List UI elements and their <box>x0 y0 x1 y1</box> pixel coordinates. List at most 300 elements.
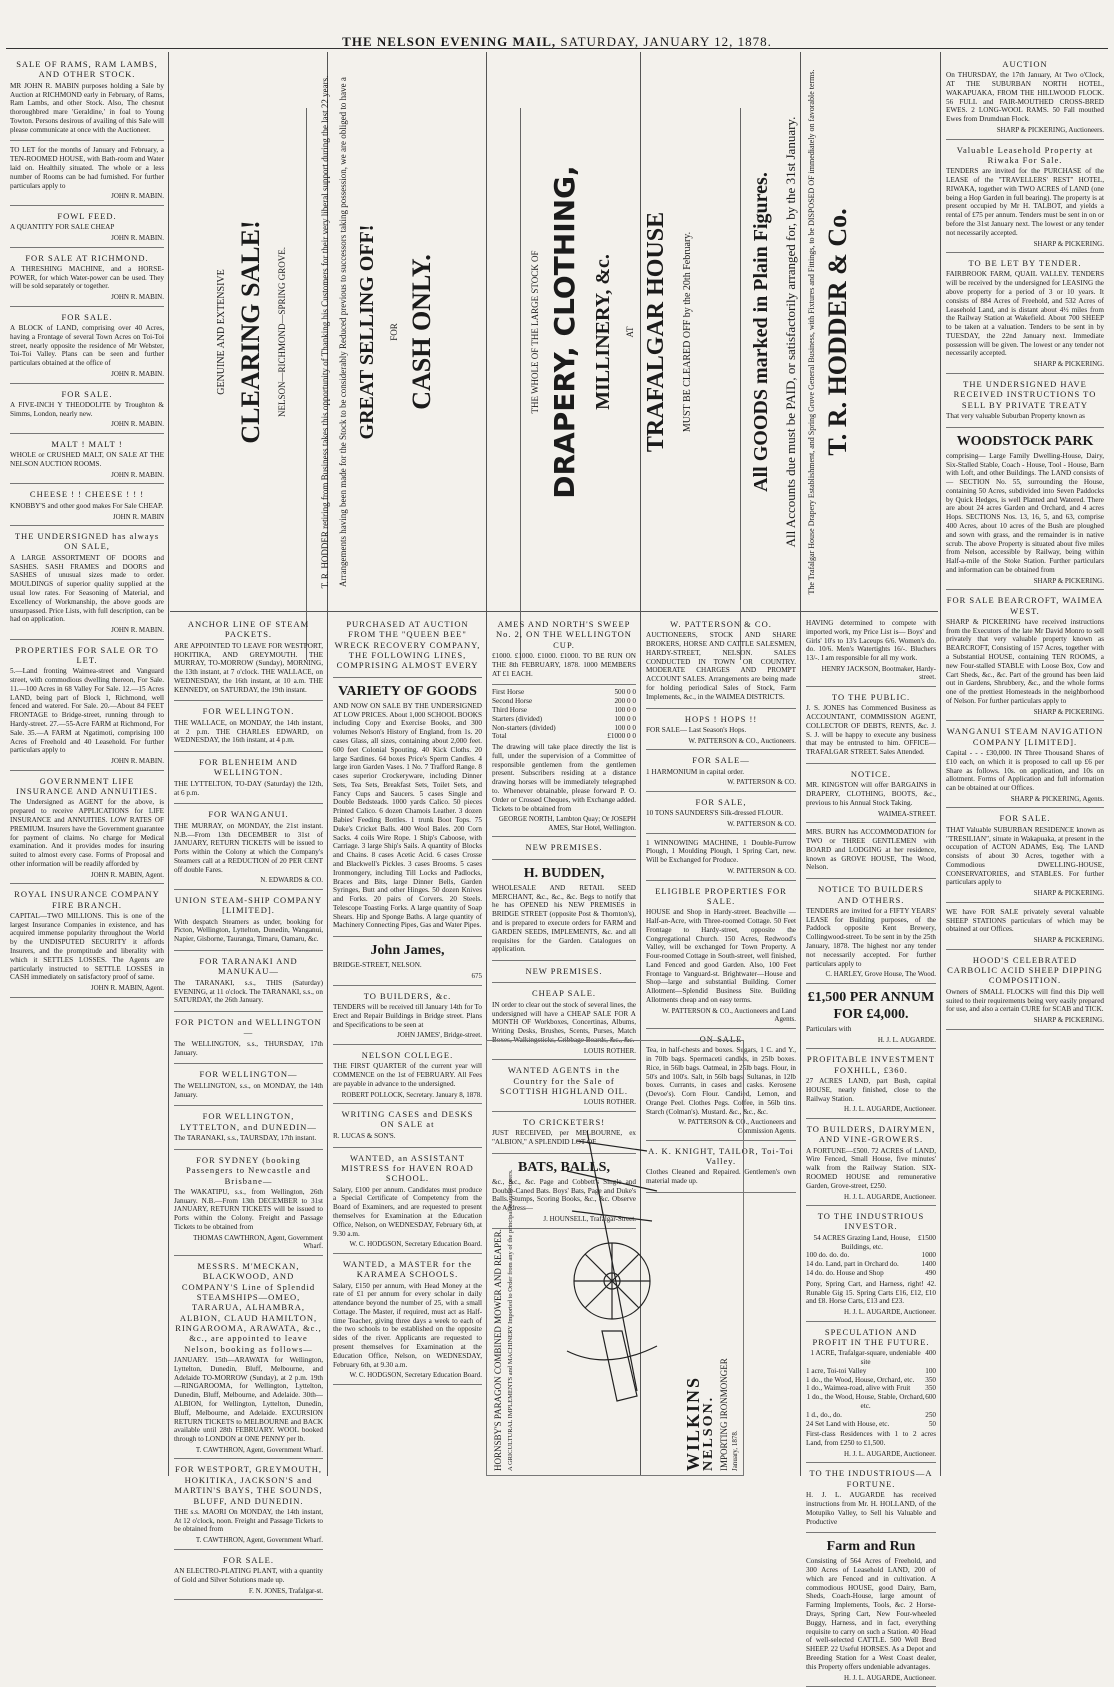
ad-body: FOR SALE— Last Season's Hops. <box>646 725 747 734</box>
vertical-ad-line: AT <box>624 326 635 338</box>
vertical-ad-divider <box>520 108 521 660</box>
ad-heading: WRITING CASES and DESKS ON SALE at <box>341 1109 474 1130</box>
ad-body: THE MURRAY, on MONDAY, the 21st instant. N.B.—From 13th DECEMBER to 31st of JANUARY, RETURN TICKETS will be issued to Ports within the Colony at which the Company's Steamers call at a REDUCTION of 20 PER CENT off double Fares. <box>174 821 323 874</box>
ad-body: First-class Residences with 1 to 2 acres Land, from £250 to £1,500. <box>806 1430 936 1448</box>
ad-body: On THURSDAY, the 17th January, At Two o'Clock, AT THE SUBURBAN NORTH HOTEL, WAKAPUAKA, FROM THE HILLWOOD FLOCK. 56 FULL and FAIR-MOUTHED CROSS-BRED EWES. 2 LONG-WOOL RAMS. 50 Fall mouthed Ewes from Drumduan Flock. <box>946 71 1104 124</box>
ad-heading: ON SALE <box>699 1033 743 1044</box>
ad-heading: W. PATTERSON & CO. <box>670 619 772 629</box>
advertisement <box>10 484 164 526</box>
price-row <box>492 724 636 733</box>
ad-body: MRS. BURN has ACCOMMODATION for TWO or THREE GENTLEMEN with BOARD and LODGING at her residence, known as GROVE HOUSE, The Wood, Nelson. <box>806 828 936 872</box>
advertisement <box>806 764 936 823</box>
ad-signature: HENRY JACKSON, Bootmaker, Hardy-street. <box>821 664 936 682</box>
ad-heading: HOPS ! HOPS !! <box>684 713 758 724</box>
ad-heading: THE UNDERSIGNED has always ON SALE, <box>14 531 160 552</box>
ad-body: Salary, £100 per annum. Candidates must produce a Special Certificate of Competency from the Board of Examiners, and are requested to present themselves for Examination at the Education Office, Nelson, on WEDNESDAY, February 6th, at 9.30 a.m. <box>333 1185 482 1238</box>
ad-heading: TO THE INDUSTRIOUS—A FORTUNE. <box>809 1468 933 1489</box>
ad-heading: ANCHOR LINE OF STEAM PACKETS. <box>187 619 310 640</box>
ad-signature: JOHN R. MABIN. <box>111 293 164 302</box>
ad-signature: W. PATTERSON & CO. <box>727 820 796 829</box>
advertisement <box>333 1148 482 1254</box>
advertisement <box>333 678 482 937</box>
price-value: 100 0 0 <box>614 714 636 723</box>
ad-body: HAVING determined to compete with imported work, my Price List is— Boys' and Girls' 10's to 13's Laceups 6/6. Women's do. do. 10/6. Men's Watertights 16/-. Bluchers 13/-. I am responsible for all my work. <box>806 619 936 663</box>
ad-signature: WAIMEA-STREET. <box>878 809 936 818</box>
advertisement <box>946 54 1104 140</box>
price-row <box>492 688 636 697</box>
price-row <box>806 1384 936 1393</box>
advertisement <box>174 804 323 890</box>
ad-body: The WAKATIPU, s.s., from Wellington, 26th January. N.B.—From 13th DECEMBER to 31st JANUARY, RETURN TICKETS will be issued to Ports within the Colony. Freight and Passage Tickets to be obtained from <box>174 1187 323 1231</box>
ad-body: That very valuable Suburban Property known as <box>946 411 1085 420</box>
advertisement <box>10 434 164 484</box>
vertical-ad-line: CLEARING SALE! <box>235 220 265 444</box>
vertical-ad-line: TRAFALGAR HOUSE <box>643 211 670 453</box>
advertisement <box>333 1104 482 1148</box>
ad-signature: J. HOUNSELL, Trafalgar-Street. <box>543 1215 636 1223</box>
vertical-ad-line: MILLINERY, &c. <box>591 254 614 410</box>
price-row <box>806 1269 936 1278</box>
advertisement <box>10 141 164 205</box>
advertisement <box>174 1150 323 1256</box>
ad-signature: SHARP & PICKERING. <box>1033 707 1104 716</box>
mower-reaper-illustration <box>547 1111 677 1411</box>
advertisement <box>174 1256 323 1460</box>
ad-heading: WANTED AGENTS in the Country for the Sale of SCOTTISH HIGHLAND OIL. <box>499 1065 628 1096</box>
column-1 <box>6 52 168 1476</box>
advertisement <box>492 614 636 685</box>
ad-signature: N. EDWARDS & CO. <box>260 876 323 885</box>
ad-signature: W. C. HODGSON, Secretary Education Board. <box>349 1240 482 1249</box>
price-item: 1 do., the Wood, House, Orchard, etc. <box>806 1375 915 1384</box>
ad-heading: AMES AND NORTH'S SWEEP No. 2, ON THE WELLINGTON CUP. <box>496 619 632 650</box>
advertisement <box>174 752 323 804</box>
price-item: First Horse <box>492 688 525 697</box>
ad-body: The WELLINGTON, s.s., on MONDAY, the 14th January. <box>174 1081 323 1099</box>
ad-heading: MALT ! MALT ! <box>51 439 123 449</box>
ad-body: A FORTUNE—£500. 72 ACRES of LAND, Wire Fenced, Small House, five minutes' walk from the Railway Station. SIX-ROOMED HOUSE and remunerative Garden, Grove-street, £250. <box>806 1146 936 1190</box>
advertisement <box>492 860 636 961</box>
masthead <box>0 0 1114 49</box>
price-item: 1 acre, Toi-toi Valley <box>806 1366 867 1375</box>
column-4 <box>488 612 640 1223</box>
price-item: 1 do., Waimea-road, alive with Fruit <box>806 1384 911 1393</box>
advertisement <box>10 248 164 307</box>
price-value: 100 0 0 <box>614 723 636 732</box>
price-value: 50 <box>928 1419 936 1428</box>
ad-heading: NEW PREMISES. <box>525 842 603 853</box>
ad-body: The Undersigned as AGENT for the above, is prepared to receive APPLICATIONS for LIFE INSURANCE and ANNUITIES. LOW RATES OF PREMIUM. Insurers have the Government guarantee for payment of claims. No charge for Medical examination. And it provides modes for insuring suited to almost every case. Forms of Proposal and other information will be readily afforded by <box>10 798 164 868</box>
vertical-ad-divider <box>740 108 741 660</box>
ad-heading: PROPERTIES FOR SALE OR TO LET. <box>15 644 159 665</box>
advertisement <box>646 881 796 1029</box>
advertisement <box>946 590 1104 721</box>
ad-signature: JOHN JAMES', Bridge-street. <box>397 1031 482 1040</box>
ad-body: Salary, £150 per annum, with Head Money at the rate of £1 per annum for every scholar in daily attendance beyond the number of 25, with a small Cottage. The Master, if required, must act as Half-time Teacher, giving three days a week to each of the two schools to be established on the opposite sides of the river. Applicants are requested to present themselves for Examination at the Education Office, Nelson, on WEDNESDAY, February 6th, at 9.30 a.m. <box>333 1281 482 1369</box>
ad-signature: W. C. HODGSON, Secretary Education Board. <box>349 1371 482 1380</box>
ad-signature: SHARP & PICKERING. <box>1033 576 1104 585</box>
vertical-ad-line: GENUINE AND EXTENSIVE <box>216 269 227 395</box>
price-item: Second Horse <box>492 697 533 706</box>
ad-signature: W. PATTERSON & CO. <box>727 778 796 787</box>
ad-heading: NOTICE TO BUILDERS AND OTHERS. <box>818 884 924 905</box>
price-row <box>492 706 636 715</box>
price-row <box>806 1420 936 1429</box>
price-row <box>806 1349 936 1367</box>
ad-heading: FOWL FEED. <box>57 210 117 221</box>
ad-body: THE FIRST QUARTER of the current year will COMMENCE on the 1st of FEBRUARY. All Fees are payable in advance to the undersigned. <box>333 1062 482 1088</box>
ad-heading: FOR SALE. <box>61 311 113 322</box>
ad-body: MR JOHN R. MABIN purposes holding a Sale by Auction at RICHMOND early in February, of Rams, Ram Lambs, and other Stock. Also, The chesnut thoroughbred mare 'Geraldine,' in foal to Young Towton. Persons desirous of availing of this Sale will please communicate at once with the Auctioneer. <box>10 81 164 134</box>
ad-body: KNOBBY'S and other good makes For Sale CHEAP. <box>10 501 164 510</box>
price-item: 14 do. Land, part in Orchard do. <box>806 1260 899 1269</box>
ad-body: The drawing will take place directly the list is full, under the supervision of a Committee of responsible gentlemen from the gentlemen present. Subscribers residing at a distance drawing horses will be immediately telegraphed to. Whenever obtainable, please forward P. O. Order or Crossed Cheques, with Exchange added. Tickets to be obtained from <box>492 743 636 813</box>
advertisement <box>806 823 936 879</box>
ad-heading: FOR SALE. <box>222 1554 275 1565</box>
price-list <box>492 688 636 741</box>
ad-heading: UNION STEAM-SHIP COMPANY [LIMITED]. <box>174 894 323 916</box>
advertisement <box>174 1459 323 1549</box>
ad-signature: SHARP & PICKERING, Auctioneers. <box>996 126 1104 135</box>
advertisement <box>174 701 323 752</box>
price-row <box>806 1411 936 1420</box>
ad-heading: FOR WELLINGTON. <box>202 706 295 717</box>
ad-body: JUST RECEIVED, per MELBOURNE, ex "ALBION," A SPLENDID LOT OF <box>492 1129 636 1147</box>
ad-heading: £1,500 PER ANNUM FOR £4,000. <box>807 989 935 1022</box>
column-rule <box>940 52 941 1476</box>
vertical-ad-line: The Trafalgar House Drapery Establishment, and Spring Grove General Business, with Fixtures and Fittings, to be DISPOSED OF immediately on favorable terms. <box>806 69 816 595</box>
advertisement <box>806 614 936 687</box>
advertisement <box>10 206 164 248</box>
ad-heading: SPECULATION AND PROFIT IN THE FUTURE. <box>812 1326 930 1347</box>
ad-signature: JOHN R. MABIN. <box>111 420 164 429</box>
vertical-ad-divider <box>306 108 307 660</box>
mower-ad-line: NELSON. <box>701 1395 716 1471</box>
top-rule <box>6 48 1108 49</box>
price-value: 350 <box>925 1375 936 1384</box>
ad-signature: JOHN R. MABIN. <box>111 470 164 479</box>
advertisement <box>946 950 1104 1030</box>
ad-body: SHARP & PICKERING have received instructions from the Executors of the late Mr David Monro to sell privately that very valuable property known as BEARCROFT, Consisting of 157 Acres, together with a Substantial HOUSE, containing TEN ROOMS, a new Four-stalled STABLE with Loose Box, Cow and Cart Sheds, &c., &c. Part of the ground has been laid out in Gardens, Shrubbery, &c., and the whole forms one of the prettiest Homesteads in the neighborhood of Nelson. For further particulars apply to <box>946 617 1104 705</box>
price-item: Starters (divided) <box>492 714 543 723</box>
ad-body: £1000. £1000. £1000. £1000. TO BE RUN ON THE 8th FEBRUARY, 1878. 1000 MEMBERS AT £1 EACH. <box>492 652 636 678</box>
ad-signature: W. PATTERSON & CO., Auctioneers and Commission Agents. <box>678 1118 796 1136</box>
price-value: 200 0 0 <box>614 697 636 706</box>
vertical-ad-line: All Accounts due must be PAID, or satisfactorily arranged for, by the 31st January. <box>783 116 798 548</box>
price-item: 24 Set Land with House, etc. <box>806 1419 890 1428</box>
ad-body: A LARGE ASSORTMENT OF DOORS and SASHES. SASH FRAMES and DOORS and SASHES of unusual sizes made to order. MOULDINGS of superior quality supplied at the usual low rates. For Seasoning of Material, and Excellency of Workmanship, the above goods are unsurpassed. Price Lists, with full description, can be had on application. <box>10 553 164 624</box>
ad-body: Capital - - - £30,000. IN Three Thousand Shares of £10 each, on which it is proposed to call up £6 per Share as follows. 10s. on application, and 10s on allotment. Forms of Application and full information can be obtained at our Offices. <box>946 748 1104 793</box>
price-row <box>806 1260 936 1269</box>
ad-heading: FOR PICTON and WELLINGTON— <box>175 1017 322 1038</box>
ad-body: The WELLINGTON, s.s., THURSDAY, 17th January. <box>174 1039 323 1057</box>
price-item: 1 d., do., do. <box>806 1410 842 1419</box>
price-value: 1000 <box>921 1251 936 1260</box>
price-value: £1500 <box>918 1233 936 1242</box>
ad-body: 5.—Land fronting Waimea-street and Vanguard street, with commodious dwelling thereon, For Sale. 11.—100 Acres in 68 Valley For Sale. 12.—15 Acres LAND, being part of Block 1, Richmond, well fenced and watered. For Sale. 20.—About 84 FEET FRONTAGE to Bridge-street, running through to Hardy-street. 27.—55-Acre FARM at Richmond, For Sale. 35.—A FARM at Ngatimoti, comprising 100 Acres of Freehold and 40 Leasehold. For further particulars apply to <box>10 667 164 755</box>
ad-body: THE s.s. MAORI On MONDAY, the 14th instant, At 12 o'clock, noon. Freight and Passage Tickets to be obtained from <box>174 1507 323 1534</box>
price-item: Non-starters (divided) <box>492 723 556 732</box>
price-value: 100 <box>925 1366 936 1375</box>
ad-body: 1 HARMONIUM in capital order. <box>646 767 745 776</box>
advertisement <box>333 1045 482 1104</box>
ad-heading: PURCHASED AT AUCTION FROM THE "QUEEN BEE" WRECK RECOVERY COMPANY, THE FOLLOWING LINES, COMPRISING ALMOST EVERY <box>334 619 481 671</box>
ad-signature: 675 <box>471 972 482 981</box>
price-item: 1 ACRE, Trafalgar-square, undeniable site <box>810 1349 921 1367</box>
advertisement <box>174 1550 323 1600</box>
ad-signature: JOHN R. MABIN, Agent. <box>90 984 164 993</box>
price-item: 100 do. do. do. <box>806 1251 850 1260</box>
price-value: 490 <box>925 1268 936 1277</box>
advertisement <box>646 792 796 834</box>
price-value: 400 <box>925 1349 936 1358</box>
ad-signature: H. J. L. AUGARDE, Auctioneer. <box>844 1308 936 1317</box>
masthead-title: THE NELSON EVENING MAIL, <box>342 34 557 49</box>
vertical-ad-line: FOR <box>389 323 400 341</box>
ad-body: Owners of SMALL FLOCKS will find this Dip well suited to their requirements being very easily prepared for use, and also a certain CURE for SCAB and TICK. <box>946 987 1104 1014</box>
advertisement <box>946 428 1104 591</box>
ad-body: FAIRBROOK FARM, QUAIL VALLEY. TENDERS will be received by the undersigned for LEASING the above property for a period of 3 or 10 years. It consists of 884 Acres of Freehold, and 532 Acres of Leasehold Land, and is distant about 4½ miles from the Railway Station at Wakefield. About 700 SHEEP to be taken at a valuation. Tenders to be sent in by TUESDAY, the 22nd January next. Immediate possession will be given. The lowest or any tender not necessarily accepted. <box>946 270 1104 358</box>
ad-body: THE LYTTELTON, TO-DAY (Saturday) the 12th, at 6 p.m. <box>174 779 323 797</box>
ad-heading: HOOD'S CELEBRATED CARBOLIC ACID SHEEP DIPPING COMPOSITION. <box>947 954 1103 986</box>
ad-signature: JOHN R. MABIN. <box>111 370 164 379</box>
ad-heading: CHEAP SALE. <box>531 988 597 999</box>
price-row <box>492 715 636 724</box>
ad-signature: LOUIS ROTHER. <box>583 1098 636 1107</box>
column-7 <box>942 52 1108 1476</box>
ad-signature: LOUIS ROTHER. <box>583 1046 636 1055</box>
advertisement <box>333 1254 482 1385</box>
advertisement <box>806 1533 936 1687</box>
masthead-date: SATURDAY, JANUARY 12, 1878. <box>560 34 772 49</box>
ad-signature: SHARP & PICKERING. <box>1033 239 1104 248</box>
ad-body: MR. KINGSTON will offer BARGAINS in DRAPERY, CLOTHING, BOOTS, &c., previous to his Annual Stock Taking. <box>806 781 936 807</box>
advertisement <box>174 890 323 951</box>
ad-heading: FOR BLENHEIM AND WELLINGTON. <box>199 757 298 778</box>
ad-heading: NELSON COLLEGE. <box>361 1049 454 1060</box>
ad-heading: A. K. KNIGHT, TAILOR, Toi-Toi Valley. <box>648 1145 794 1166</box>
ad-heading: FOR SALE AT RICHMOND. <box>25 252 149 263</box>
ad-heading: FOR SALE— <box>692 755 750 766</box>
ad-heading: FOR SALE BEARCROFT, WAIMEA WEST. <box>946 595 1104 616</box>
mower-ad-line: WILKINS <box>683 1375 703 1471</box>
ad-heading: Farm and Run <box>826 1539 916 1555</box>
ad-heading: TO BUILDERS, &c. <box>363 990 452 1001</box>
ad-signature: JOHN R. MABIN. <box>111 233 164 242</box>
advertisement <box>806 1206 936 1322</box>
ad-heading: ELIGIBLE PROPERTIES FOR SALE. <box>655 885 787 906</box>
ad-signature: T. CAWTHRON, Agent, Government Wharf. <box>195 1536 323 1545</box>
ad-body: TENDERS are invited for the PURCHASE of the LEASE of the "TRAVELLERS' REST" HOTEL, RIWAKA, together with TWO ACRES of LAND (one being a Hop Garden in full bearing). The property is at present occupied by Mr H. TALBOT, and yields a rental of £75 per annum. Tenders must be sent in on or before the 31st January next. The lowest or any tender not necessarily accepted. <box>946 167 1104 237</box>
vertical-ad-line: DRAPERY, CLOTHING, <box>548 165 582 499</box>
ad-heading: WANTED, a MASTER for the KARAMEA SCHOOLS. <box>342 1258 473 1280</box>
mower-ad-line: A GRICULTURAL IMPLEMENTS and MACHINERY Imported to Order from any of the principal manufacturers. <box>507 1169 514 1471</box>
price-item: 1 do., the Wood, House, Stable, Orchard, etc. <box>806 1393 925 1410</box>
mower-ad-line: HORNSBY'S PARAGON COMBINED MOWER AND REAPER. <box>493 1229 503 1471</box>
vertical-ad-line: Arrangements having been made for the Stock to be considerably Reduced previous to successors taking possession, we are obliged to have a <box>338 77 349 587</box>
advertisement <box>10 884 164 998</box>
ad-heading: AUCTION <box>1002 59 1048 69</box>
ad-body: WE have FOR SALE privately several valuable SHEEP STATIONS particulars of which may be obtained at our Offices. <box>946 907 1104 934</box>
ad-heading: FOR WELLINGTON— <box>199 1069 298 1080</box>
ad-body: ARE APPOINTED TO LEAVE FOR WESTPORT, HOKITIKA, AND GREYMOUTH. THE MURRAY, TO-MORROW (Sunday), MORNING, the 13th instant, at 7 o'clock. THE WALLACE, on WEDNESDAY, the 16th instant, at 10 a.m. THE KENNEDY, on SATURDAY, the 19th instant. <box>174 641 323 694</box>
ad-body: THAT Valuable SUBURBAN RESIDENCE known as "TRESILIAN", situate in Wakapuaka, at present in the occupation of ACTON ADAMS, Esq. The LAND consists of about 30 Acres, together with a Commodious DWELLING-HOUSE, CONSERVATORIES, and STABLES. For further particulars apply to <box>946 825 1104 887</box>
column-5 <box>642 612 800 1186</box>
price-row <box>806 1234 936 1252</box>
advertisement <box>946 721 1104 808</box>
ad-body: Tea, in half-chests and boxes. Sugars, 1 C. and Y., in 70lb bags. Spermaceti candles, in 25lb boxes. Rice, in 56lb bags. Oatmeal, in 25lb bags. Flour, in 50's and 100's. Salt, in 56lb bags. Sultanas, in 12lb boxes. Currants, in cases and casks. Kerosene (Devoe's). Corn Flour. Candied, Lemon, and Orange Peel. Clothes Pegs. Coffee, in 56lb tins. Starch (Colman's). Mustard. &c., &c., &c. <box>646 1046 796 1116</box>
price-item: Total <box>492 732 507 741</box>
ad-heading: THE UNDERSIGNED HAVE RECEIVED INSTRUCTIONS TO SELL BY PRIVATE TREATY <box>953 378 1097 410</box>
ad-body: AN ELECTRO-PLATING PLANT, with a quantity of Gold and Silver Solutions made up. <box>174 1567 323 1584</box>
advertisement <box>646 709 796 751</box>
ad-body: TENDERS are invited for a FIFTY YEARS' LEASE for Building purposes, of the Paddock opposite Kent Brewery, Collingwood-street. To be sent in by the 25th January, 1878. The highest nor any tender not necessarily accepted. For further particulars apply to <box>806 906 936 968</box>
ad-body: CAPITAL—TWO MILLIONS. This is one of the largest Insurance Companies in existence, and has acquired immense popularity throughout the World by the UNDISPUTED SECURITY it affords Insurers, and the promptitude and liberality with which it SETTLES LOSSES. The Agents are particularly instructed to SETTLE LOSSES in CASH immediately on satisfactory proof of same. <box>10 911 164 982</box>
advertisement <box>946 374 1104 428</box>
price-list <box>806 1349 936 1428</box>
ad-signature: W. PATTERSON & CO., Auctioneers and Land Agents. <box>662 1006 796 1024</box>
price-list <box>806 1234 936 1278</box>
ad-body: Consisting of 564 Acres of Freehold, and 300 Acres of Leasehold LAND, 200 of which are Fenced and in cultivation. A commodious HOUSE, good Dairy, Barn, Sheds, Coach-House, large amount of Farming Implements, Tools, &c. 2 Horse-Drays, Spring Cart, New Four-wheeled Buggy, Harness, and in fact, everything requisite to carry on such a Station. 40 Head of well-selected CATTLE. 500 Well Bred SHEEP. 22 Useful HORSES. As a Depot and Breeding Station for a West Coast dealer, this Property offers undeniable advantages. <box>806 1557 936 1671</box>
ad-body: The TARANAKI, s.s., THIS (Saturday) EVENING, at 11 o'clock. The TARANAKI, s.s., on SATURDAY, the 26th January. <box>174 978 323 1005</box>
ad-body: &c., &c., &c. Page and Cobbett's Single and Double-Caned Bats. Boys' Bats, Page and Duke's Balls. Stumps, Scoring Books, &c., &c. Observe the Address— <box>492 1177 636 1213</box>
price-value: £1000 0 0 <box>607 732 636 741</box>
ad-signature: JOHN R. MABIN <box>112 512 164 521</box>
advertisement <box>10 640 164 771</box>
ad-heading: TO CRICKETERS! <box>522 1116 606 1127</box>
advertisement <box>646 750 796 792</box>
vertical-ad-line: MUST BE CLEARED OFF by the 20th February. <box>681 231 693 433</box>
ad-body: WHOLESALE AND RETAIL SEED MERCHANT, &c., &c., &c. Begs to notify that he has OPENED his NEW PREMISES in BRIDGE STREET (opposite Post & Thornton's), and is prepared to execute orders for FARM and GARDEN SEEDS, IMPLEMENTS, &c. and all requisites for the Garden. Catalogues on application. <box>492 883 636 954</box>
ad-signature: C. HARLEY, Grove House, The Wood. <box>825 970 936 979</box>
ad-heading: FOR SALE, <box>695 796 747 807</box>
advertisement <box>333 937 482 985</box>
ad-body: A FIVE-INCH Y THEODOLITE by Troughton & Simms, London, nearly new. <box>10 400 164 418</box>
ad-heading: SALE OF RAMS, RAM LAMBS, AND OTHER STOCK. <box>16 59 158 80</box>
price-item: 54 ACRES Grazing Land, House, Buildings, etc. <box>813 1233 911 1251</box>
advertisement <box>492 685 636 837</box>
price-value: 600 <box>925 1393 936 1402</box>
ad-signature: H. J. L. AUGARDE, Auctioneer. <box>844 1673 936 1682</box>
ad-heading: BATS, BALLS, <box>518 1159 610 1175</box>
ad-heading: MESSRS. M'MECKAN, BLACKWOOD, AND COMPANY'S Line of Splendid STEAMSHIPS—OMEO, TARARUA, ALHAMBRA, ALBION, CLAUD HAMILTON, RINGAROOMA, ARAWATA, &c., &c., are appointed to leave Nelson, booking as follows— <box>175 1260 322 1354</box>
vertical-ad-line: GREAT SELLING OFF! <box>356 224 379 440</box>
ad-body: WHOLE or CRUSHED MALT, ON SALE AT THE NELSON AUCTION ROOMS. <box>10 451 164 469</box>
ad-body: Pony, Spring Cart, and Harness, right! 42. Runable Gig 15. Spring Carts £16, £12, £10 and £8. Horse Carts, £13 and £23. <box>806 1279 936 1306</box>
advertisement <box>174 1106 323 1150</box>
ad-body: 27 ACRES LAND, part Bush, capital HOUSE, nearly finished, close to the Railway Station. <box>806 1077 936 1103</box>
price-item: 14 do. do. House and Shop <box>806 1268 884 1277</box>
ad-signature: T. CAWTHRON, Agent, Government Wharf. <box>195 1445 323 1454</box>
price-row <box>806 1393 936 1411</box>
column-2 <box>170 612 327 1595</box>
column-6 <box>802 612 940 1682</box>
ad-heading: CHEESE ! ! CHEESE ! ! ! <box>29 489 145 500</box>
ad-heading: FOR SALE. <box>999 813 1051 824</box>
vertical-ad-line: T. R. HODDER & Co. <box>823 208 853 456</box>
ad-body: A QUANTITY FOR SALE CHEAP <box>10 223 115 232</box>
advertisement <box>333 986 482 1045</box>
advertisement <box>806 1322 936 1464</box>
ad-body: THE WALLACE, on MONDAY, the 14th instant, at 2 p.m. THE CHARLES EDWARD, on WEDNESDAY, the 16th instant, at 4 p.m. <box>174 718 323 745</box>
ad-signature: SHARP & PICKERING. <box>1033 936 1104 945</box>
advertisement <box>806 984 936 1049</box>
ad-heading: ROYAL INSURANCE COMPANY FIRE BRANCH. <box>14 889 160 910</box>
advertisement <box>946 808 1104 902</box>
price-row <box>492 732 636 741</box>
advertisement <box>806 1463 936 1533</box>
vertical-ad-line: NELSON—RICHMOND—SPRING GROVE. <box>276 247 287 418</box>
vertical-ad-line: T. R. HODDER retiring from Business takes this opportunity of Thanking his Customers for their very liberal support during the last 22 years. <box>320 75 330 589</box>
ad-signature: SHARP & PICKERING. <box>1033 889 1104 898</box>
price-value: 100 0 0 <box>614 705 636 714</box>
price-value: 350 <box>925 1384 936 1393</box>
price-item: Third Horse <box>492 705 527 714</box>
ad-heading: FOR WESTPORT, GREYMOUTH, HOKITIKA, JACKSON'S and MARTIN'S BAYS, THE SOUNDS, BLUFF, AND DUNEDIN. <box>174 1464 323 1506</box>
mower-ad-line: January, 1878. <box>731 1430 739 1471</box>
advertisement <box>10 54 164 141</box>
price-row <box>806 1376 936 1385</box>
ad-heading: WANGANUI STEAM NAVIGATION COMPANY [LIMITED]. <box>946 726 1104 747</box>
ad-signature: H. J. L. AUGARDE. <box>877 1035 936 1044</box>
ad-body: With despatch Steamers as under, booking for Picton, Wellington, Lyttelton, Dunedin, Wanganui, Napier, Gisborne, Tauranga, Timaru, Oamaru, &c. <box>174 917 323 944</box>
ad-signature: H. J. L. AUGARDE, Auctioneer. <box>844 1105 936 1114</box>
advertisement <box>946 140 1104 254</box>
ad-heading: TO THE INDUSTRIOUS INVESTOR. <box>817 1211 925 1232</box>
advertisement <box>646 834 796 881</box>
vertical-ad-line: CASH ONLY. <box>407 254 437 410</box>
advertisement <box>174 614 323 701</box>
column-3 <box>329 612 486 1476</box>
price-row <box>806 1251 936 1260</box>
ad-heading: Valuable Leasehold Property at Riwaka For Sale. <box>956 144 1094 165</box>
advertisement <box>492 837 636 859</box>
price-value: 250 <box>925 1410 936 1419</box>
advertisement <box>174 1064 323 1106</box>
mower-ad-line: IMPORTING IRONMONGER <box>719 1358 729 1471</box>
hodder-clearing-sale-ad <box>170 52 938 612</box>
ad-heading: WANTED, an ASSISTANT MISTRESS for HAVEN ROAD SCHOOL. <box>341 1152 474 1184</box>
ad-heading: TO BUILDERS, DAIRYMEN, AND VINE-GROWERS. <box>806 1123 936 1145</box>
ad-heading: FOR WANGANUI. <box>208 809 289 820</box>
column-rule <box>168 52 169 1476</box>
ad-heading: NEW PREMISES. <box>525 966 603 977</box>
advertisement <box>806 687 936 764</box>
price-value: 500 0 0 <box>614 688 636 697</box>
advertisement <box>806 1119 936 1206</box>
ad-body: H. J. L. AUGARDE has received instructions from Mr. H. HOLLAND, of the Motupiko Valley, to Sell his Valuable and Productive <box>806 1491 936 1526</box>
price-row <box>492 697 636 706</box>
ad-heading: FOR WELLINGTON, LYTTELTON, and DUNEDIN— <box>180 1111 317 1132</box>
ad-body: IN order to clear out the stock of several lines, the undersigned will have a CHEAP SALE FOR A MONTH OF Workboxes, Concertinas, Albums, Writing Desks, Brushes, Scents, Purses, Match Boxes, Walkingsticks, Cribbage Boards, &c., &c. <box>492 1000 636 1044</box>
advertisement <box>946 903 1104 950</box>
ad-body: HOUSE and Shop in Hardy-street. Beachville — Half-an-Acre, with Three-roomed Cottage. 50 Feet Frontage to Hardy-street, opposite the Congregational Church. 150 Acres, Redwood's Valley, will be exchanged for Town Property. A Four-roomed Cottage in South-street, well finished, Land Fenced and good Garden. Also, 100 Feet Frontage to Vanguard-st. Brightwater—House and Shop—large and substantial Building. Corner Allotment—Splendid Business Site. Building Allotments cheap and on easy terms. <box>646 908 796 1005</box>
ad-signature: JOHN R. MABIN. <box>111 757 164 766</box>
ad-body: The TARANAKI, s.s., TAURSDAY, 17th instant. <box>174 1134 317 1143</box>
ad-signature: THOMAS CAWTHRON, Agent, Government Wharf. <box>193 1233 323 1251</box>
ad-signature: JOHN R. MABIN. <box>111 626 164 635</box>
advertisement <box>946 253 1104 374</box>
price-row <box>806 1367 936 1376</box>
ad-signature: W. PATTERSON & CO., Auctioneers. <box>688 736 796 745</box>
ad-body: JANUARY. 15th—ARAWATA for Wellington, Lyttelton, Dunedin, Bluff, Melbourne, and Adelaide TO-MORROW (Sunday), at 2 p.m. 19th—RINGAROOMA, for Wellington, Lyttelton, Dunedin, Bluff, Melbourne, and Adelaide. 30th—ALBION, for Wellington, Lyttelton, Dunedin, Bluff, Melbourne, and Adelaide. EXCURSION RETURN TICKETS to MELBOURNE and BACK available until 28th FEBRUARY. WOOL booked through to LONDON at ONE PENNY per lb. <box>174 1356 323 1444</box>
advertisement <box>10 307 164 384</box>
ad-heading: PROFITABLE INVESTMENT FOXHILL, £360. <box>806 1054 936 1075</box>
advertisement <box>333 614 482 678</box>
ad-body: AUCTIONEERS, STOCK AND SHARE BROKERS, HORSE AND CATTLE SALESMEN, HARDY-STREET, NELSON. SALES CONDUCTED IN TOWN OR COUNTRY. MODERATE CHARGES AND PROMPT ACCOUNT SALES. Arrangements are being made for holding periodical Sales of Stock, Farm Implements, &c., in the WAIMEA DISTRICTS. <box>646 631 796 701</box>
ad-signature: SHARP & PICKERING, Agents. <box>1010 794 1104 803</box>
ad-body: A THRESHING MACHINE, and a HORSE-POWER, for which Water-power can be used. They will be sold separately or together. <box>10 264 164 291</box>
